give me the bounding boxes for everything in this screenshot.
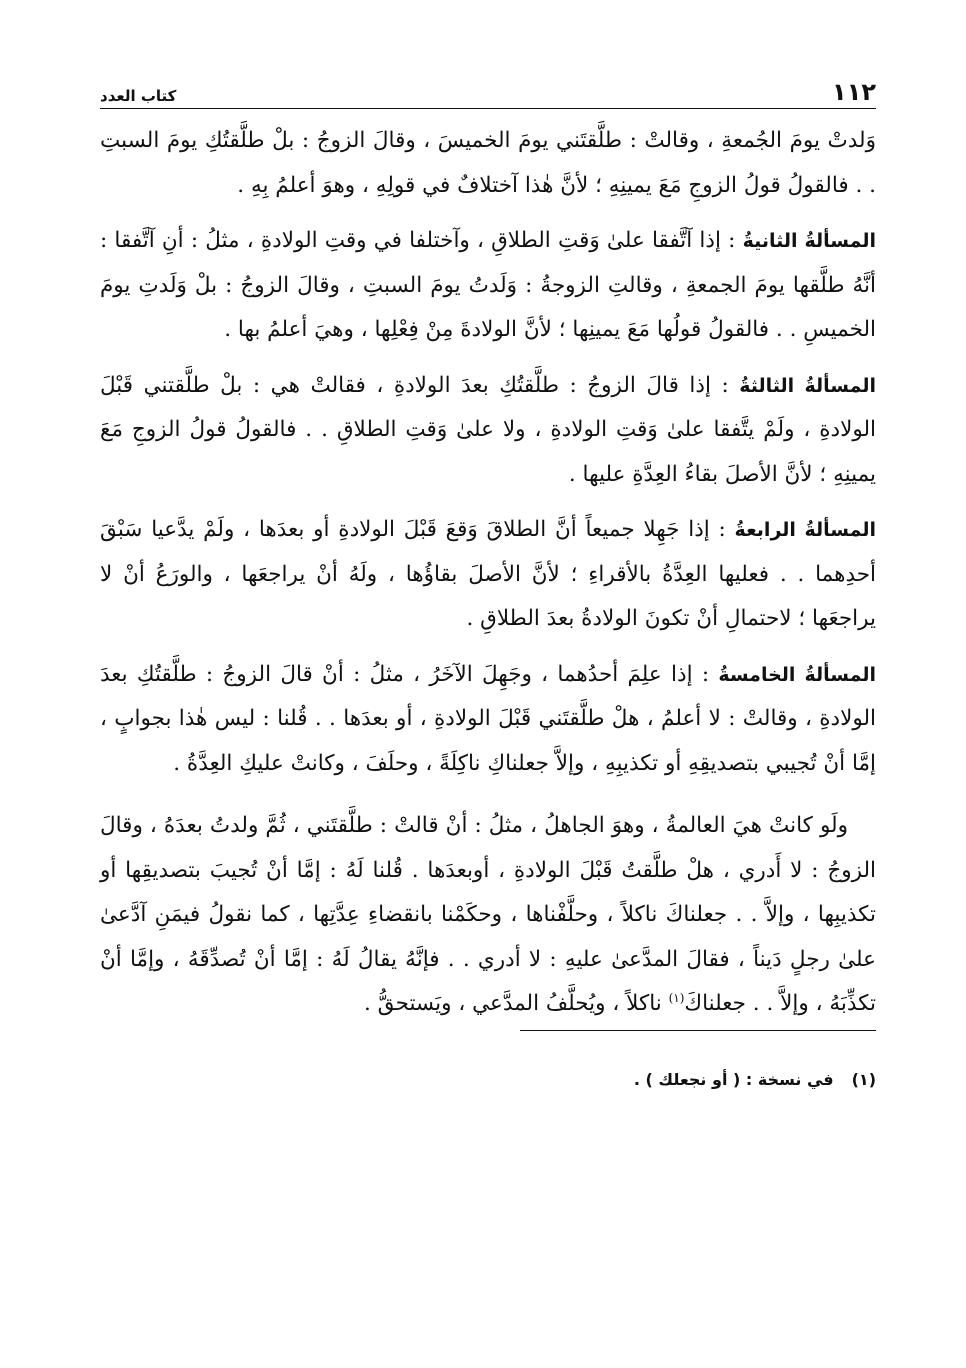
paragraph-text: ولَو كانتْ هيَ العالمةُ ، وهوَ الجاهلُ ، مثلُ : أنْ قالتْ : طلَّقتَني ، ثُمَّ ولدتُ بعدَهُ ، وقالَ الزوجُ : لا أَدري ، هلْ طلَّقتُ قَبْلَ الولادةِ ، أوبعدَها . قُلنا لَهُ : إمَّا أنْ تُجيبَ بتصديقِها أو تكذيبِها ، وإلاَّ . . جعلناكَ ناكلاً ، وحلَّفْناها ، وحكَمْنا بانقضاءِ عِدَّتِها ، كما نقولُ فيمَنِ آدَّعىٰ علىٰ رجلٍ دَيناً ، فقالَ المدَّعىٰ عليهِ : لا أدري . . فإنَّهُ يقالُ لَهُ : إمَّا أنْ تُصدِّقَهُ ، وإمَّا أنْ تكذِّبَهُ ، وإلاَّ . . جعلناكَ — [100, 813, 876, 1016]
paragraph-final — [100, 804, 876, 1027]
paragraph-text: : إذا علِمَ أحدُهما ، وجَهِلَ الآخَرُ ، مثلُ : أنْ قالَ الزوجُ : طلَّقتُكِ بعدَ الولادةِ ، وقالتْ : لا أعلمُ ، هلْ طلَّقتَني قَبْلَ الولادةِ ، أو بعدَها . . قُلنا : ليس هٰذا بجوابٍ ، إمَّا أنْ تُجيبي بتصديقِهِ أو تكذيبِهِ ، وإلاَّ جعلناكِ ناكِلَةً ، وحلَفَ ، وكانتْ عليكِ العِدَّةُ . — [100, 661, 876, 776]
paragraph-text: وَلدتْ يومَ الجُمعةِ ، وقالتْ : طلَّقتَني يومَ الخميسَ ، وقالَ الزوجُ : بلْ طلَّقتُكِ يومَ السبتِ . . فالقولُ قولُ الزوجِ مَعَ يمينِهِ ؛ لأنَّ هٰذا آختلافٌ في قولِهِ ، وهوَ أعلمُ بِهِ . — [100, 128, 876, 198]
paragraph-text-end: ناكلاً ، ويُحلَّفُ المدَّعي ، ويَستحقُّ . — [363, 991, 669, 1016]
footnote-reference[interactable]: (١) — [668, 990, 685, 1005]
paragraph-text: : إذا قالَ الزوجُ : طلَّقتُكِ بعدَ الولادةِ ، فقالتْ هي : بلْ طلَّقتني قَبْلَ الولادةِ ، ولَمْ يتَّفقا علىٰ وَقتِ الولادةِ ، ولا علىٰ وَقتِ الطلاقِ . . فالقولُ قولُ الزوجِ مَعَ يمينِهِ ؛ لأنَّ الأصلَ بقاءُ العِدَّةِ عليها . — [100, 372, 876, 487]
page-header — [100, 70, 876, 109]
paragraph-second-issue — [100, 219, 876, 353]
issue-heading: المسألةُ الخامسةُ — [718, 663, 876, 686]
page-body — [100, 119, 876, 1027]
book-page — [100, 70, 876, 1350]
issue-heading: المسألةُ الثانيةُ — [742, 230, 876, 252]
paragraph-fifth-issue — [100, 653, 876, 787]
paragraph-text: : إذا آتَّفقا علىٰ وَقتِ الطلاقِ ، وآختلفا في وقتِ الولادةِ ، مثلُ : أنِ آتَّفقا : أنَّهُ طلَّقها يومَ الجمعةِ ، وقالتِ الزوجةُ : وَلَدتُ يومَ السبتِ ، وقالَ الزوجُ : بلْ وَلَدتِ يومَ الخميسِ . . فالقولُ قولُها مَعَ يمينِها ؛ لأنَّ الولادةَ مِنْ فِعْلِها ، وهيَ أعلمُ بها . — [100, 228, 876, 342]
footnote-text: في نسخة : ( أو نجعلك ) . — [633, 1070, 834, 1089]
issue-heading: المسألةُ الثالثةُ — [739, 374, 877, 397]
paragraph-text: : إذا جَهِلا جميعاً أنَّ الطلاقَ وَقعَ قَبْلَ الولادةِ أو بعدَها ، ولَمْ يدَّعيا سَبْقَ أحدِهما . . فعليها العِدَّةُ بالأقراءِ ؛ لأنَّ الأصلَ بقاؤُها ، ولَهُ أنْ يراجعَها ، والورَعُ أنْ لا يراجعَها ؛ لاحتمالِ أنْ تكونَ الولادةُ بعدَ الطلاقِ . — [100, 517, 876, 631]
page-number: ١١٢ — [832, 78, 876, 106]
paragraph-third-issue — [100, 364, 876, 498]
footnote-number: (١) — [851, 1070, 876, 1089]
footnote — [634, 1070, 876, 1089]
footnote-divider — [520, 1030, 876, 1031]
issue-heading: المسألةُ الرابعةُ — [734, 519, 876, 541]
paragraph-continuation — [100, 119, 876, 208]
paragraph-fourth-issue — [100, 508, 876, 642]
running-title: كتاب العدد — [100, 87, 177, 105]
